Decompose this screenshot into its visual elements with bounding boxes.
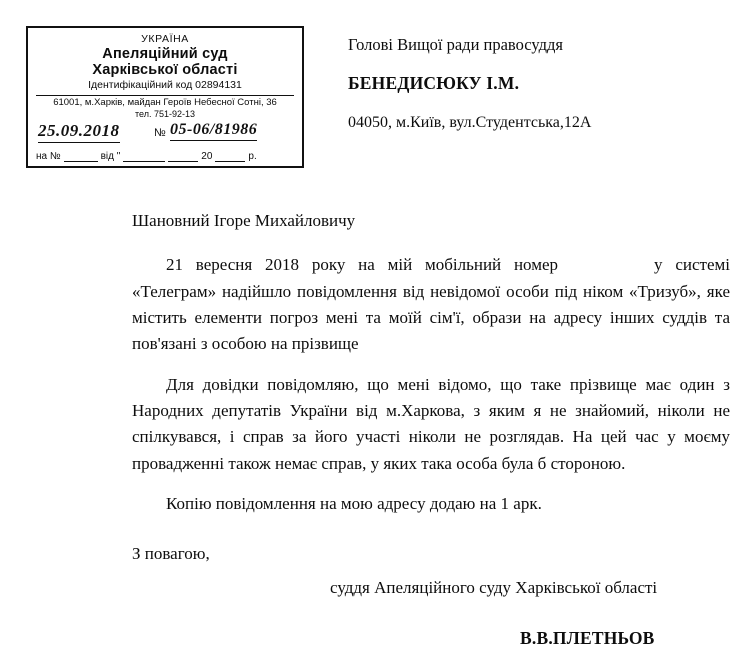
letter-greeting: Шановний Ігоре Михайловичу: [132, 211, 356, 230]
addressee-address: 04050, м.Київ, вул.Студентська,12А: [348, 114, 592, 132]
stamp-address: 61001, м.Харків, майдан Героїв Небесної Сотні, 36: [53, 96, 277, 108]
stamp-na-blank: [64, 161, 98, 162]
stamp-identification-code: Ідентифікаційний код 02894131: [88, 79, 242, 92]
incoming-correspondence-stamp: [26, 26, 304, 168]
addressee-name: БЕНЕДИСЮКУ І.М.: [348, 73, 520, 94]
letter-paragraph-1: [132, 252, 730, 357]
stamp-year-label: 20: [201, 151, 213, 163]
stamp-handwritten-number: 05-06/81986: [170, 121, 257, 141]
stamp-year-blank: [215, 161, 245, 162]
letter-paragraph-3: Копію повідомлення на мою адресу додаю на 1 арк.: [166, 494, 542, 514]
signature-name: В.В.ПЛЕТНЬОВ: [520, 628, 655, 648]
stamp-number-label: №: [154, 127, 166, 140]
stamp-court-name-line1: Апеляційний суд: [102, 45, 228, 62]
addressee-block: [348, 34, 728, 132]
stamp-vid-label: від ": [100, 151, 121, 163]
stamp-divider: [36, 95, 294, 96]
stamp-organization: УКРАЇНА: [141, 33, 189, 45]
stamp-year-suffix: р.: [248, 151, 257, 163]
letter-paragraph-1-part2: у системі «Телеграм» надійшло повідомлення від невідомої особи під ніком «Тризуб», яке містить елементи погроз мені та моїй сім'ї, образи на адресу інших суддів та пов'язані з особою на прізвище: [132, 255, 730, 354]
addressee-position: Голові Вищої ради правосуддя: [348, 35, 563, 54]
stamp-month-blank: [168, 161, 198, 162]
letter-body: [132, 208, 730, 568]
signature-role: суддя Апеляційного суду Харківської області: [330, 578, 658, 597]
stamp-handwritten-date: 25.09.2018: [38, 121, 120, 143]
letter-paragraph-2: Для довідки повідомляю, що мені відомо, що таке прізвище має один з Народних депутатів України від м.Харкова, з яким я не знайомий, ніколи не спілкувався, і справ за його участі ніколи не розглядав. На цей час у моєму провадженні також немає справ, у яких така особа була б стороною.: [132, 374, 730, 473]
letter-regards: З повагою,: [132, 544, 210, 564]
stamp-court-name-line2: Харківської області: [92, 61, 238, 78]
stamp-phone: тел. 751-92-13: [134, 108, 195, 119]
stamp-na-label: на №: [36, 151, 61, 163]
letter-paragraph-1-part1: 21 вересня 2018 року на мій мобільний номер: [166, 255, 559, 275]
stamp-date-blank: [123, 161, 165, 162]
stamp-footer-fields: [36, 151, 294, 162]
stamp-handwritten-row: [36, 121, 294, 147]
